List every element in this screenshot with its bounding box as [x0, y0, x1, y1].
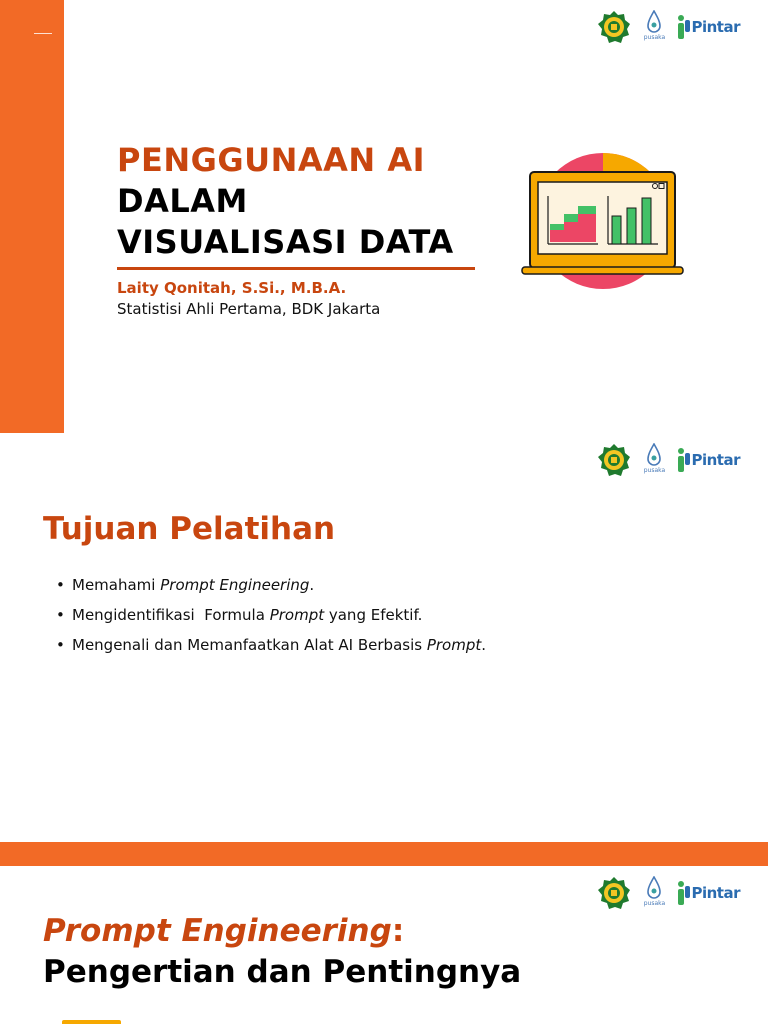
bullet-text-end: . — [481, 636, 487, 654]
pintar-mark-icon — [677, 880, 691, 906]
pintar-logo — [677, 443, 740, 477]
title-line-1: PENGGUNAAN AI — [117, 141, 426, 179]
pusaka-text: pusaka — [643, 34, 666, 41]
title-emphasis: Prompt Engineering — [43, 913, 392, 949]
bullet-icon: • — [56, 636, 65, 654]
drop-icon — [646, 876, 662, 900]
slide-title — [0, 0, 768, 433]
bullet-text-end: . — [309, 576, 315, 594]
bullet-emphasis: Prompt — [269, 606, 325, 624]
left-accent-bar — [0, 0, 64, 433]
pusaka-text: pusaka — [643, 467, 666, 474]
kemenag-seal-icon — [597, 10, 631, 44]
list-item — [56, 600, 486, 630]
pintar-text: Pintar — [691, 18, 740, 36]
bullet-icon: • — [56, 606, 65, 624]
list-item — [56, 630, 486, 660]
author-name: Laity Qonitah, S.Si., M.B.A. — [117, 279, 347, 297]
logo-group — [597, 876, 740, 910]
title-colon: : — [391, 913, 405, 949]
slide-prompt-engineering — [0, 866, 768, 1024]
logo-group — [597, 443, 740, 477]
pintar-logo — [677, 10, 740, 44]
bullet-text: Memahami — [72, 576, 161, 594]
pusaka-logo — [639, 876, 669, 910]
kemenag-seal-icon — [597, 443, 631, 477]
pintar-text: Pintar — [691, 884, 740, 902]
drop-icon — [646, 443, 662, 467]
title-line-3: VISUALISASI DATA — [117, 223, 454, 261]
objectives-list — [56, 570, 486, 660]
pusaka-logo — [639, 443, 669, 477]
laptop-chart-illustration-icon — [520, 150, 685, 292]
pintar-mark-icon — [677, 447, 691, 473]
logo-group — [597, 10, 740, 44]
section-title: Tujuan Pelatihan — [43, 511, 336, 547]
bullet-text: Mengidentifikasi Formula — [72, 606, 270, 624]
yellow-accent-shape — [62, 1020, 121, 1024]
bullet-text: Mengenali dan Memanfaatkan Alat AI Berbasis — [72, 636, 427, 654]
pusaka-logo — [639, 10, 669, 44]
list-item — [56, 570, 486, 600]
title-underline — [117, 267, 475, 270]
slide-separator-bar — [0, 842, 768, 866]
pusaka-text: pusaka — [643, 900, 666, 907]
pintar-text: Pintar — [691, 451, 740, 469]
author-role: Statistisi Ahli Pertama, BDK Jakarta — [117, 300, 381, 318]
title-line-2: DALAM — [117, 182, 248, 220]
drop-icon — [646, 10, 662, 34]
bullet-emphasis: Prompt — [426, 636, 482, 654]
section-subtitle: Pengertian dan Pentingnya — [43, 954, 522, 990]
accent-tick — [34, 33, 52, 34]
section-title — [43, 913, 404, 949]
pintar-logo — [677, 876, 740, 910]
bullet-emphasis: Prompt Engineering — [160, 576, 310, 594]
bullet-text-end: yang Efektif. — [324, 606, 423, 624]
kemenag-seal-icon — [597, 876, 631, 910]
slide-objectives — [0, 433, 768, 842]
bullet-icon: • — [56, 576, 65, 594]
pintar-mark-icon — [677, 14, 691, 40]
